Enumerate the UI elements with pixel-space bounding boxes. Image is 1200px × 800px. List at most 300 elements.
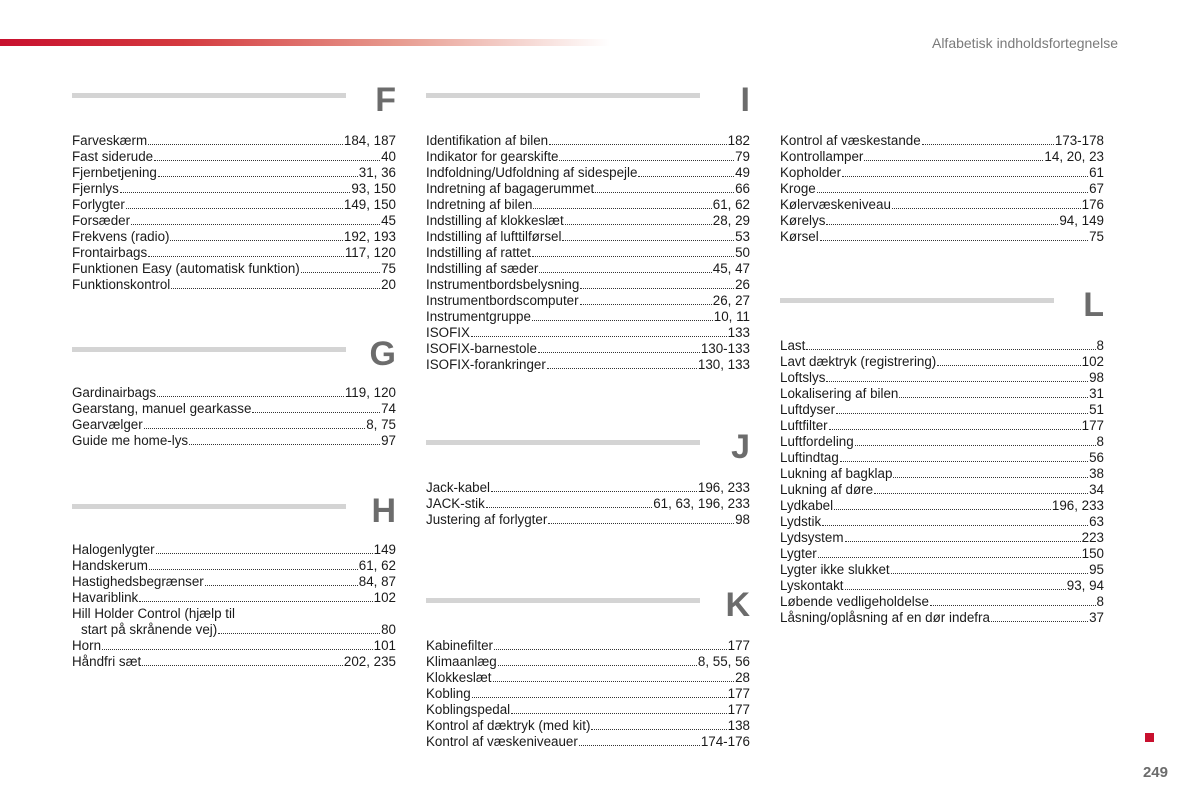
index-entry bbox=[426, 496, 750, 512]
index-entry bbox=[72, 245, 396, 261]
entry-pages: 8, 55, 56 bbox=[697, 654, 750, 669]
entry-pages: 61, 63, 196, 233 bbox=[653, 496, 750, 511]
entry-pages: 8 bbox=[1096, 338, 1104, 353]
entry-pages: 31, 36 bbox=[358, 165, 396, 180]
entry-leader-dots bbox=[158, 176, 358, 177]
entry-leader-dots bbox=[820, 240, 1088, 241]
entry-term: Fjernlys bbox=[72, 181, 119, 196]
entry-term: Kørelys bbox=[780, 213, 826, 228]
index-entry bbox=[72, 401, 396, 417]
index-entry bbox=[72, 181, 396, 197]
entry-pages: 10, 11 bbox=[713, 309, 750, 324]
entry-leader-dots bbox=[156, 553, 373, 554]
page-marker-square bbox=[1145, 733, 1154, 742]
entry-term: Horn bbox=[72, 638, 102, 653]
entry-list-i bbox=[426, 133, 750, 373]
entry-leader-dots bbox=[301, 272, 380, 273]
entry-term: Forlygter bbox=[72, 197, 125, 212]
entry-pages: 223 bbox=[1081, 530, 1104, 545]
entry-term: Luftfilter bbox=[780, 418, 828, 433]
entry-pages: 101 bbox=[373, 638, 396, 653]
entry-pages: 51 bbox=[1089, 402, 1104, 417]
entry-leader-dots bbox=[892, 208, 1081, 209]
index-entry bbox=[72, 213, 396, 229]
index-entry bbox=[72, 229, 396, 245]
entry-term: Luftdyser bbox=[780, 402, 836, 417]
index-entry bbox=[426, 718, 750, 734]
entry-leader-dots bbox=[937, 365, 1080, 366]
entry-term: Funktionskontrol bbox=[72, 277, 171, 292]
section-rule bbox=[780, 298, 1054, 303]
entry-leader-dots bbox=[142, 665, 343, 666]
entry-leader-dots bbox=[562, 240, 734, 241]
index-entry bbox=[426, 638, 750, 654]
entry-term: Forsæder bbox=[72, 213, 131, 228]
entry-term: Last bbox=[780, 338, 806, 353]
index-entry bbox=[72, 277, 396, 293]
entry-term: Frontairbags bbox=[72, 245, 148, 260]
entry-leader-dots bbox=[580, 304, 712, 305]
entry-leader-dots bbox=[922, 144, 1054, 145]
index-entry bbox=[72, 133, 396, 149]
entry-term: Indstilling af klokkeslæt bbox=[426, 213, 564, 228]
entry-leader-dots bbox=[595, 192, 734, 193]
index-entry bbox=[780, 578, 1104, 594]
entry-leader-dots bbox=[139, 601, 372, 602]
entry-leader-dots bbox=[891, 573, 1088, 574]
entry-pages: 177 bbox=[727, 702, 750, 717]
section-rule bbox=[72, 93, 346, 98]
entry-term: Jack-kabel bbox=[426, 480, 491, 495]
entry-pages: 133 bbox=[727, 325, 750, 340]
entry-leader-dots bbox=[471, 336, 727, 337]
entry-pages: 102 bbox=[1081, 354, 1104, 369]
index-entry bbox=[72, 622, 396, 638]
entry-term: Indstilling af sæder bbox=[426, 261, 539, 276]
index-entry bbox=[426, 309, 750, 325]
entry-leader-dots bbox=[580, 288, 734, 289]
entry-term: Lukning af bagklap bbox=[780, 466, 893, 481]
entry-leader-dots bbox=[539, 272, 711, 273]
index-entry bbox=[780, 354, 1104, 370]
entry-pages: 75 bbox=[1089, 229, 1104, 244]
entry-pages: 8, 75 bbox=[366, 417, 396, 432]
index-entry bbox=[780, 418, 1104, 434]
entry-leader-dots bbox=[559, 160, 734, 161]
entry-term: Frekvens (radio) bbox=[72, 229, 170, 244]
entry-term: Luftindtag bbox=[780, 450, 839, 465]
entry-list-g bbox=[72, 385, 396, 449]
index-entry bbox=[426, 229, 750, 245]
entry-pages: 20 bbox=[381, 277, 396, 292]
entry-leader-dots bbox=[840, 461, 1088, 462]
entry-term: Lydsystem bbox=[780, 530, 844, 545]
entry-leader-dots bbox=[498, 665, 697, 666]
entry-pages: 174-176 bbox=[700, 734, 750, 749]
entry-pages: 98 bbox=[735, 512, 750, 527]
entry-term: Fast siderude bbox=[72, 149, 154, 164]
entry-term: Klokkeslæt bbox=[426, 670, 492, 685]
index-entry bbox=[780, 610, 1104, 626]
entry-term: Kontrol af dæktryk (med kit) bbox=[426, 718, 591, 733]
entry-term: ISOFIX-forankringer bbox=[426, 357, 546, 372]
index-entry bbox=[426, 293, 750, 309]
index-entry bbox=[72, 433, 396, 449]
entry-pages: 28 bbox=[735, 670, 750, 685]
entry-term: ISOFIX-barnestole bbox=[426, 341, 537, 356]
entry-leader-dots bbox=[491, 491, 697, 492]
entry-leader-dots bbox=[170, 240, 342, 241]
entry-pages: 8 bbox=[1096, 594, 1104, 609]
section-letter-k: K bbox=[725, 586, 750, 624]
index-entry bbox=[426, 133, 750, 149]
index-entry bbox=[72, 590, 396, 606]
index-entry bbox=[780, 530, 1104, 546]
entry-term: Lyskontakt bbox=[780, 578, 844, 593]
entry-list-j bbox=[426, 480, 750, 528]
index-entry bbox=[426, 165, 750, 181]
entry-leader-dots bbox=[899, 397, 1088, 398]
entry-leader-dots bbox=[930, 605, 1096, 606]
section-letter-j: J bbox=[731, 428, 750, 466]
entry-pages: 177 bbox=[727, 686, 750, 701]
entry-pages: 196, 233 bbox=[697, 480, 750, 495]
entry-pages: 130-133 bbox=[700, 341, 750, 356]
index-entry bbox=[426, 277, 750, 293]
entry-term: Indretning af bilen bbox=[426, 197, 533, 212]
index-entry bbox=[426, 181, 750, 197]
entry-leader-dots bbox=[532, 320, 713, 321]
entry-term: Hill Holder Control (hjælp til bbox=[72, 606, 235, 621]
page-number: 249 bbox=[1142, 764, 1168, 781]
entry-leader-dots bbox=[205, 585, 358, 586]
entry-pages: 94, 149 bbox=[1059, 213, 1104, 228]
index-entry bbox=[426, 357, 750, 373]
entry-term: Havariblink bbox=[72, 590, 139, 605]
entry-leader-dots bbox=[102, 649, 373, 650]
entry-pages: 202, 235 bbox=[343, 654, 396, 669]
entry-leader-dots bbox=[991, 621, 1088, 622]
entry-term: Farveskærm bbox=[72, 133, 148, 148]
entry-term: Loftslys bbox=[780, 370, 826, 385]
entry-leader-dots bbox=[149, 569, 358, 570]
entry-pages: 56 bbox=[1089, 450, 1104, 465]
entry-term: Lydkabel bbox=[780, 498, 834, 513]
entry-leader-dots bbox=[486, 507, 652, 508]
index-entry bbox=[72, 638, 396, 654]
entry-leader-dots bbox=[120, 192, 350, 193]
entry-term: ISOFIX bbox=[426, 325, 470, 340]
section-letter-g: G bbox=[369, 335, 396, 373]
entry-term: Kobling bbox=[426, 686, 471, 701]
index-entry bbox=[780, 133, 1104, 149]
entry-pages: 75 bbox=[381, 261, 396, 276]
entry-leader-dots bbox=[144, 428, 366, 429]
entry-pages: 176 bbox=[1081, 197, 1104, 212]
index-entry bbox=[780, 213, 1104, 229]
entry-pages: 97 bbox=[381, 433, 396, 448]
entry-pages: 196, 233 bbox=[1051, 498, 1104, 513]
entry-pages: 49 bbox=[735, 165, 750, 180]
index-entry bbox=[780, 562, 1104, 578]
entry-list-k-continued bbox=[780, 133, 1104, 245]
entry-leader-dots bbox=[532, 256, 734, 257]
index-entry bbox=[72, 558, 396, 574]
entry-pages: 37 bbox=[1089, 610, 1104, 625]
entry-term: Luftfordeling bbox=[780, 434, 854, 449]
entry-pages: 79 bbox=[735, 149, 750, 164]
index-entry bbox=[780, 546, 1104, 562]
entry-pages: 31 bbox=[1089, 386, 1104, 401]
index-entry bbox=[780, 498, 1104, 514]
entry-pages: 182 bbox=[727, 133, 750, 148]
entry-term: Indfoldning/Udfoldning af sidespejle bbox=[426, 165, 638, 180]
entry-list-h bbox=[72, 542, 396, 670]
entry-term: Indikator for gearskifte bbox=[426, 149, 559, 164]
entry-leader-dots bbox=[864, 160, 1043, 161]
index-entry bbox=[72, 197, 396, 213]
entry-term: Gearstang, manuel gearkasse bbox=[72, 401, 252, 416]
entry-pages: 80 bbox=[381, 622, 396, 637]
entry-leader-dots bbox=[834, 509, 1051, 510]
entry-pages: 26 bbox=[735, 277, 750, 292]
entry-pages: 102 bbox=[373, 590, 396, 605]
entry-leader-dots bbox=[638, 176, 734, 177]
entry-pages: 50 bbox=[735, 245, 750, 260]
entry-term: Funktionen Easy (automatisk funktion) bbox=[72, 261, 300, 276]
entry-term: Justering af forlygter bbox=[426, 512, 548, 527]
index-entry bbox=[780, 402, 1104, 418]
entry-term: Kontrollamper bbox=[780, 149, 864, 164]
entry-term: Identifikation af bilen bbox=[426, 133, 549, 148]
entry-pages: 40 bbox=[381, 149, 396, 164]
entry-pages: 93, 150 bbox=[351, 181, 396, 196]
index-entry bbox=[72, 261, 396, 277]
index-entry bbox=[72, 606, 396, 622]
entry-leader-dots bbox=[845, 589, 1066, 590]
index-entry bbox=[72, 654, 396, 670]
entry-pages: 53 bbox=[735, 229, 750, 244]
index-entry bbox=[780, 149, 1104, 165]
entry-term: Lydstik bbox=[780, 514, 822, 529]
entry-pages: 184, 187 bbox=[343, 133, 396, 148]
entry-leader-dots bbox=[538, 352, 700, 353]
entry-leader-dots bbox=[806, 349, 1095, 350]
section-letter-h: H bbox=[371, 492, 396, 530]
index-entry bbox=[426, 480, 750, 496]
entry-pages: 117, 120 bbox=[344, 245, 396, 260]
entry-pages: 192, 193 bbox=[343, 229, 396, 244]
index-entry bbox=[72, 542, 396, 558]
entry-leader-dots bbox=[548, 523, 734, 524]
index-entry bbox=[426, 245, 750, 261]
index-entry bbox=[780, 229, 1104, 245]
entry-leader-dots bbox=[817, 192, 1088, 193]
entry-term: Instrumentbordscomputer bbox=[426, 293, 579, 308]
section-rule bbox=[72, 504, 346, 509]
entry-leader-dots bbox=[874, 493, 1088, 494]
entry-pages: 98 bbox=[1089, 370, 1104, 385]
entry-leader-dots bbox=[842, 176, 1088, 177]
entry-pages: 95 bbox=[1089, 562, 1104, 577]
section-letter-f: F bbox=[375, 81, 396, 119]
entry-pages: 149, 150 bbox=[343, 197, 396, 212]
entry-leader-dots bbox=[157, 396, 344, 397]
entry-pages: 38 bbox=[1089, 466, 1104, 481]
entry-term: Kørsel bbox=[780, 229, 819, 244]
entry-leader-dots bbox=[131, 224, 380, 225]
entry-term: Lokalisering af bilen bbox=[780, 386, 899, 401]
entry-leader-dots bbox=[565, 224, 712, 225]
entry-pages: 61, 62 bbox=[712, 197, 750, 212]
index-entry bbox=[72, 574, 396, 590]
entry-pages: 63 bbox=[1089, 514, 1104, 529]
entry-leader-dots bbox=[493, 681, 735, 682]
section-letter-i: I bbox=[740, 81, 750, 119]
index-entry bbox=[426, 670, 750, 686]
entry-pages: 14, 20, 23 bbox=[1044, 149, 1104, 164]
entry-term: Halogenlygter bbox=[72, 542, 155, 557]
entry-pages: 173-178 bbox=[1054, 133, 1104, 148]
entry-pages: 138 bbox=[727, 718, 750, 733]
entry-term: Instrumentbordsbelysning bbox=[426, 277, 580, 292]
entry-pages: 74 bbox=[381, 401, 396, 416]
entry-leader-dots bbox=[189, 444, 380, 445]
index-entry bbox=[780, 514, 1104, 530]
header-title: Alfabetisk indholdsfortegnelse bbox=[931, 35, 1118, 51]
entry-term: Kroge bbox=[780, 181, 816, 196]
entry-term: Lukning af døre bbox=[780, 482, 874, 497]
entry-pages: 26, 27 bbox=[712, 293, 750, 308]
entry-list-k bbox=[426, 638, 750, 750]
index-entry bbox=[426, 197, 750, 213]
entry-term: Guide me home-lys bbox=[72, 433, 189, 448]
entry-pages: 149 bbox=[373, 542, 396, 557]
index-entry bbox=[780, 165, 1104, 181]
entry-term: Indretning af bagagerummet bbox=[426, 181, 595, 196]
entry-term: Kontrol af væskestande bbox=[780, 133, 921, 148]
index-entry bbox=[780, 197, 1104, 213]
entry-leader-dots bbox=[845, 541, 1081, 542]
entry-leader-dots bbox=[171, 288, 380, 289]
entry-leader-dots bbox=[148, 256, 344, 257]
index-entry bbox=[780, 434, 1104, 450]
entry-leader-dots bbox=[826, 381, 1088, 382]
index-entry bbox=[780, 181, 1104, 197]
index-entry bbox=[426, 341, 750, 357]
entry-pages: 45, 47 bbox=[712, 261, 750, 276]
index-entry bbox=[72, 417, 396, 433]
index-entry bbox=[780, 338, 1104, 354]
entry-term: Håndfri sæt bbox=[72, 654, 142, 669]
entry-term: Hastighedsbegrænser bbox=[72, 574, 204, 589]
section-rule bbox=[426, 93, 700, 98]
entry-term: Handskerum bbox=[72, 558, 148, 573]
entry-term: JACK-stik bbox=[426, 496, 485, 511]
entry-leader-dots bbox=[826, 224, 1058, 225]
entry-term: Lygter bbox=[780, 546, 817, 561]
index-entry bbox=[72, 165, 396, 181]
index-entry bbox=[426, 325, 750, 341]
index-entry bbox=[780, 370, 1104, 386]
entry-term: Løbende vedligeholdelse bbox=[780, 594, 929, 609]
entry-term: Kopholder bbox=[780, 165, 842, 180]
entry-term: Fjernbetjening bbox=[72, 165, 157, 180]
index-entry bbox=[426, 686, 750, 702]
entry-leader-dots bbox=[818, 557, 1081, 558]
entry-pages: 66 bbox=[735, 181, 750, 196]
index-entry bbox=[426, 512, 750, 528]
section-rule bbox=[426, 440, 700, 445]
section-rule bbox=[72, 347, 346, 352]
entry-pages: 150 bbox=[1081, 546, 1104, 561]
entry-pages: 61, 62 bbox=[358, 558, 396, 573]
entry-pages: 28, 29 bbox=[712, 213, 750, 228]
index-entry bbox=[72, 385, 396, 401]
entry-leader-dots bbox=[494, 649, 727, 650]
entry-list-f bbox=[72, 133, 396, 293]
entry-pages: 34 bbox=[1089, 482, 1104, 497]
index-entry bbox=[780, 450, 1104, 466]
entry-pages: 8 bbox=[1096, 434, 1104, 449]
index-entry bbox=[426, 654, 750, 670]
entry-leader-dots bbox=[218, 633, 380, 634]
entry-leader-dots bbox=[836, 413, 1088, 414]
entry-term: Kabinefilter bbox=[426, 638, 493, 653]
index-entry bbox=[72, 149, 396, 165]
entry-pages: 67 bbox=[1089, 181, 1104, 196]
index-entry bbox=[780, 466, 1104, 482]
index-entry bbox=[780, 594, 1104, 610]
entry-leader-dots bbox=[855, 445, 1096, 446]
entry-term: Kølervæskeniveau bbox=[780, 197, 891, 212]
entry-term: Lygter ikke slukket bbox=[780, 562, 890, 577]
entry-leader-dots bbox=[579, 745, 700, 746]
entry-pages: 93, 94 bbox=[1066, 578, 1104, 593]
header-accent-bar bbox=[0, 39, 610, 46]
section-letter-l: L bbox=[1083, 286, 1104, 324]
entry-term: Lavt dæktryk (registrering) bbox=[780, 354, 937, 369]
entry-term: Koblingspedal bbox=[426, 702, 511, 717]
index-entry bbox=[426, 261, 750, 277]
entry-leader-dots bbox=[148, 144, 343, 145]
entry-leader-dots bbox=[547, 368, 697, 369]
entry-leader-dots bbox=[822, 525, 1088, 526]
entry-term: Kontrol af væskeniveauer bbox=[426, 734, 578, 749]
entry-leader-dots bbox=[829, 429, 1081, 430]
entry-term: Instrumentgruppe bbox=[426, 309, 531, 324]
entry-term: Indstilling af lufttilførsel bbox=[426, 229, 562, 244]
index-entry bbox=[780, 386, 1104, 402]
entry-term: Klimaanlæg bbox=[426, 654, 497, 669]
index-entry bbox=[426, 702, 750, 718]
section-rule bbox=[426, 598, 700, 603]
entry-leader-dots bbox=[893, 477, 1088, 478]
entry-leader-dots bbox=[533, 208, 711, 209]
entry-list-l bbox=[780, 338, 1104, 626]
index-entry bbox=[780, 482, 1104, 498]
entry-term: start på skrånende vej) bbox=[81, 622, 218, 637]
entry-term: Gearvælger bbox=[72, 417, 143, 432]
entry-pages: 177 bbox=[727, 638, 750, 653]
entry-pages: 61 bbox=[1089, 165, 1104, 180]
index-entry bbox=[426, 149, 750, 165]
entry-term: Indstilling af rattet bbox=[426, 245, 531, 260]
entry-term: Gardinairbags bbox=[72, 385, 157, 400]
entry-pages: 45 bbox=[381, 213, 396, 228]
entry-leader-dots bbox=[472, 697, 727, 698]
entry-pages: 84, 87 bbox=[358, 574, 396, 589]
